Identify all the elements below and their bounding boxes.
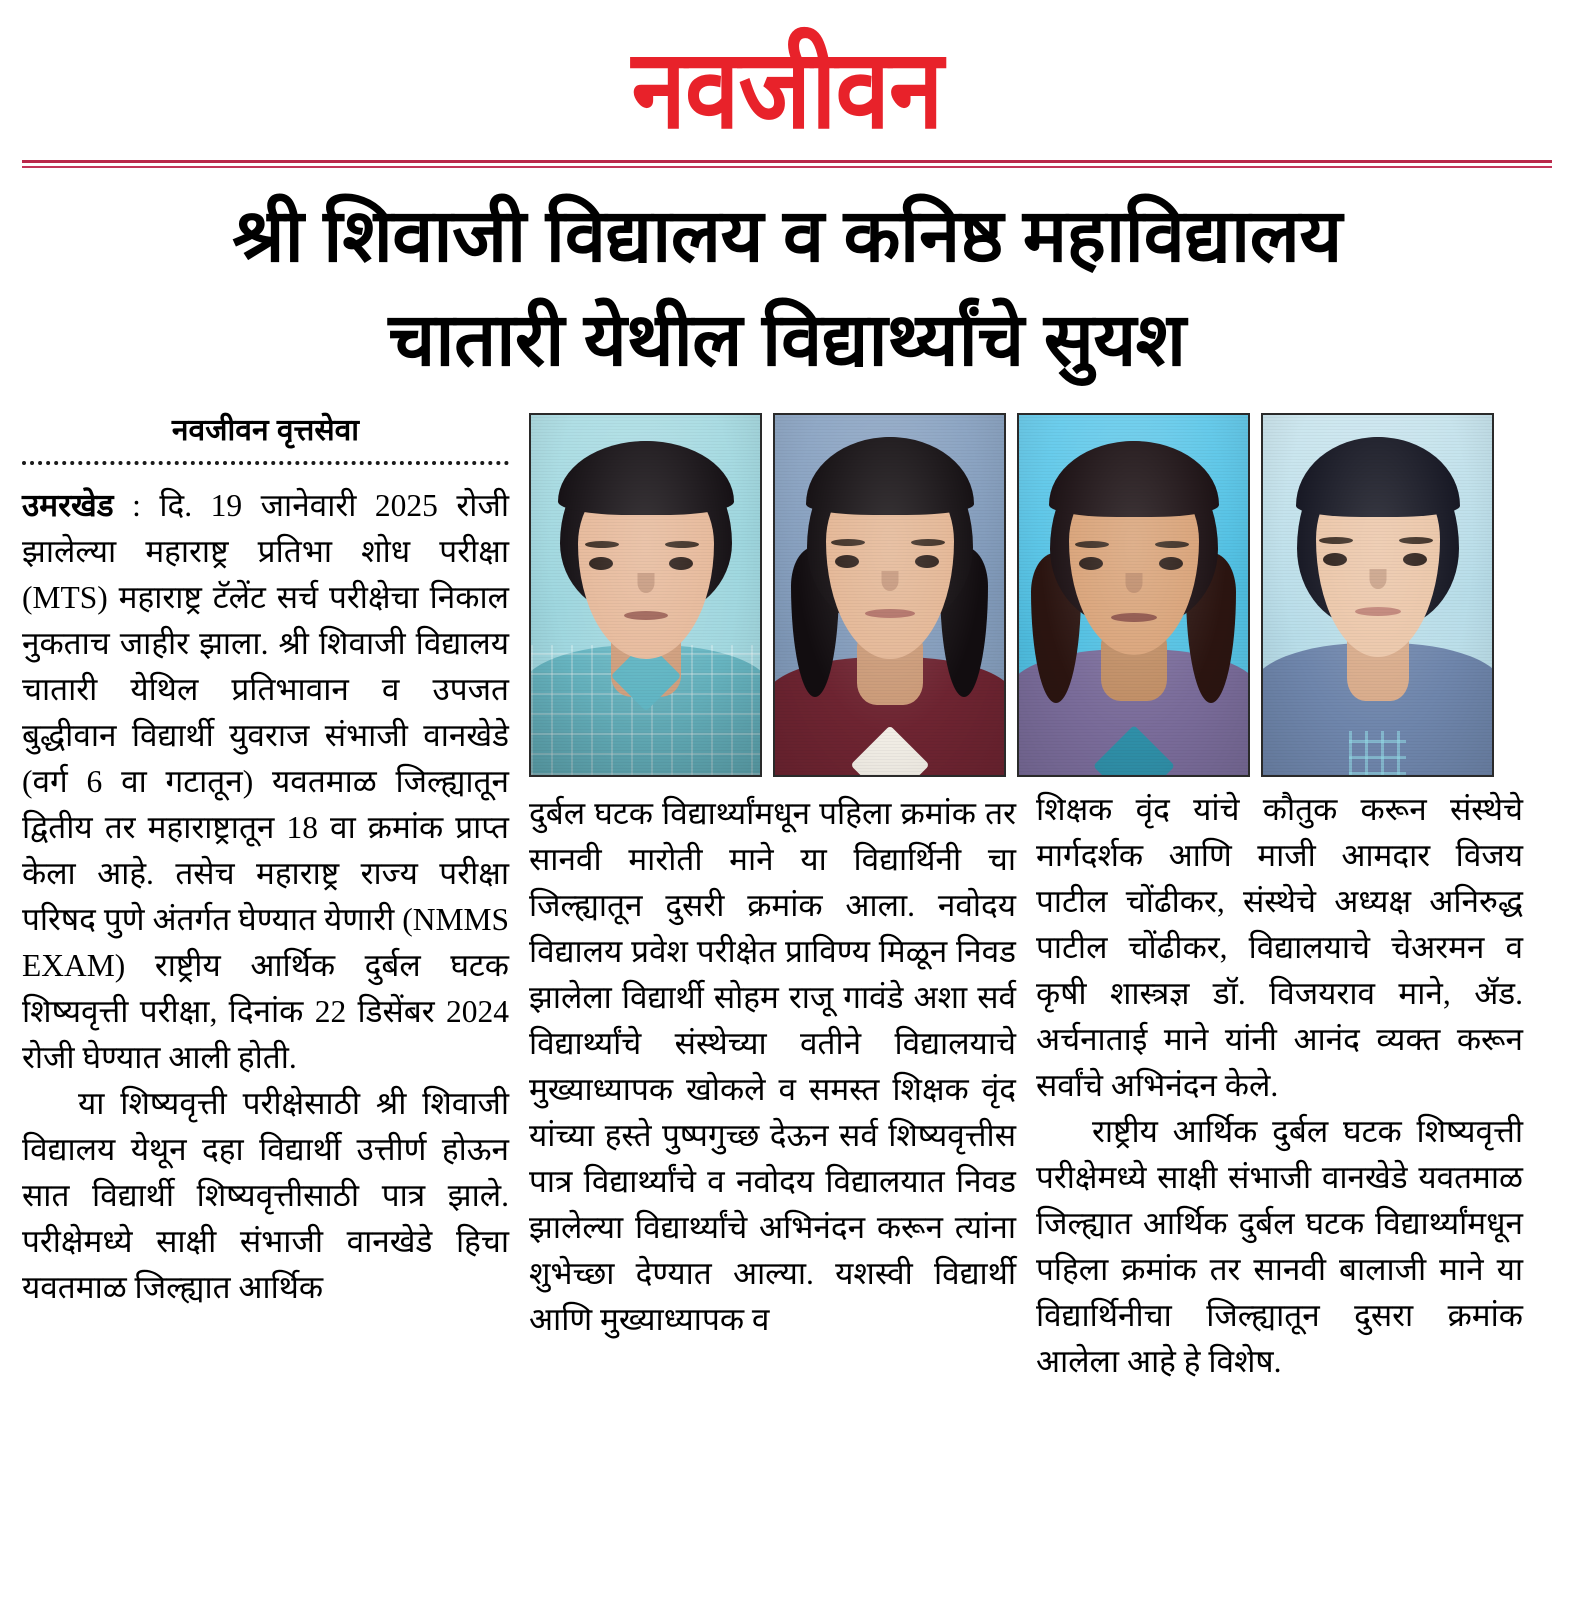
byline-divider [22, 461, 509, 465]
byline: नवजीवन वृत्तसेवा [171, 414, 360, 448]
masthead-rule [0, 160, 1574, 168]
headline-line-2: चातारी येथील विद्यार्थ्यांचे सुयश [388, 297, 1186, 381]
paragraph: या शिष्यवृत्ती परीक्षेसाठी श्री शिवाजी विद्यालय येथून दहा विद्यार्थी उत्तीर्ण होऊन सात विद्यार्थी शिष्यवृत्तीसाठी पात्र झाले. परीक्षेमध्ये साक्षी संभाजी वानखेडे हिचा यवतमाळ जिल्ह्यात आर्थिक [22, 1086, 509, 1306]
student-portrait-4 [1261, 413, 1494, 777]
student-portrait-2 [773, 413, 1006, 777]
article-body [0, 413, 1574, 1385]
masthead [0, 0, 1574, 168]
masthead-title: नवजीवन [631, 27, 943, 151]
dateline: उमरखेड [22, 488, 114, 524]
paragraph: शिक्षक वृंद यांचे कौतुक करून संस्थेचे मार्गदर्शक आणि माजी आमदार विजय पाटील चोंढीकर, संस्थेचे अध्यक्ष अनिरुद्ध पाटील चोंढीकर, विद्यालयाचे चेअरमन व कृषी शास्त्रज्ञ डॉ. विजयराव माने, ॲड. अर्चनाताई माने यांनी आनंद व्यक्त करून सर्वांचे अभिनंदन केले. [1036, 792, 1523, 1104]
paragraph: दुर्बल घटक विद्यार्थ्यांमधून पहिला क्रमांक तर सानवी मारोती माने या विद्यार्थिनी चा जिल्ह्यातून दुसरी क्रमांक आला. नवोदय विद्यालय प्रवेश परीक्षेत प्राविण्य मिळून निवड झालेला विद्यार्थी सोहम राजू गावंडे अशा सर्व विद्यार्थ्यांचे संस्थेच्या वतीने विद्यालयाचे मुख्याध्यापक खोकले व समस्त शिक्षक वृंद यांच्या हस्ते पुष्पगुच्छ देऊन सर्व शिष्यवृत्तीस पात्र विद्यार्थ्यांचे व नवोदय विद्यालयात निवड झालेल्या विद्यार्थ्यांचे अभिनंदन करून त्यांना शुभेच्छा देण्यात आल्या. यशस्वी विद्यार्थी आणि मुख्याध्यापक व [529, 796, 1016, 1338]
photo-strip [529, 413, 1534, 777]
student-portrait-3 [1017, 413, 1250, 777]
paragraph-text: : दि. 19 जानेवारी 2025 रोजी झालेल्या महाराष्ट्र प्रतिभा शोध परीक्षा (MTS) महाराष्ट्र टॅलेंट सर्च परीक्षेचा निकाल नुकताच जाहीर झाला. श्री शिवाजी विद्यालय चातारी येथिल प्रतिभावान व उपजत बुद्धीवान विद्यार्थी युवराज संभाजी वानखेडे (वर्ग 6 वा गटातून) यवतमाळ जिल्ह्यातून द्वितीय तर महाराष्ट्रातून 18 वा क्रमांक प्राप्त केला आहे. तसेच महाराष्ट्र राज्य परीक्षा परिषद पुणे अंतर्गत घेण्यात येणारी (NMMS EXAM) राष्ट्रीय आर्थिक दुर्बल घटक शिष्यवृत्ती परीक्षा, दिनांक 22 डिसेंबर 2024 रोजी घेण्यात आली होती. [22, 488, 509, 1076]
paragraph [22, 483, 509, 1081]
article-column-2 [529, 413, 1016, 1343]
article-column-1 [22, 413, 509, 1311]
headline-line-1: श्री शिवाजी विद्यालय व कनिष्ठ महाविद्यालय [232, 194, 1342, 277]
student-portrait-1 [529, 413, 762, 777]
paragraph: राष्ट्रीय आर्थिक दुर्बल घटक शिष्यवृत्ती परीक्षेमध्ये साक्षी संभाजी वानखेडे यवतमाळ जिल्ह्यात आर्थिक दुर्बल घटक विद्यार्थ्यांमधून पहिला क्रमांक तर सानवी बालाजी माने या विद्यार्थिनीचा जिल्ह्यातून दुसरा क्रमांक आलेला आहे हे विशेष. [1036, 1114, 1523, 1380]
page-title [0, 168, 1574, 391]
